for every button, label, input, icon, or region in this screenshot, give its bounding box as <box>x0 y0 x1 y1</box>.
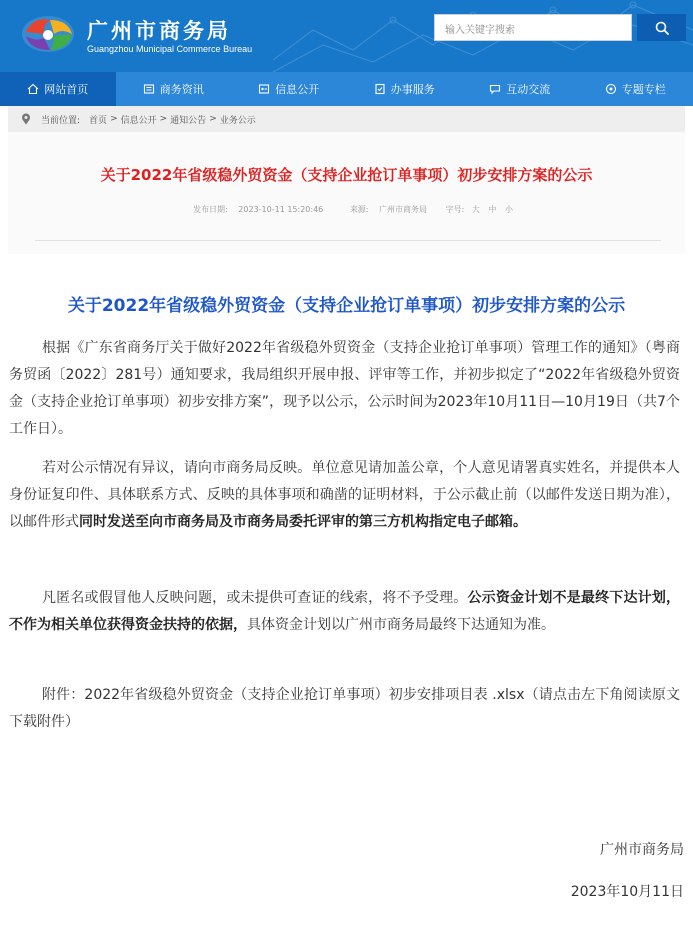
breadcrumb-notice[interactable]: 通知公告 <box>170 115 207 126</box>
date-label: 发布日期: <box>193 205 228 214</box>
home-icon <box>27 83 39 95</box>
main-nav <box>0 72 693 106</box>
nav-item-info[interactable] <box>231 72 347 106</box>
breadcrumb-separator: > <box>159 114 168 124</box>
paragraph-3-text: 凡匿名或假冒他人反映问题，或未提供可查证的线索，将不予受理。 <box>42 590 468 606</box>
body-subtitle: 关于2022年省级稳外贸资金（支持企业抢订单事项）初步安排方案的公示 <box>67 296 626 316</box>
divider <box>35 240 661 241</box>
nav-label: 信息公开 <box>275 83 320 96</box>
article-meta <box>8 204 685 215</box>
paragraph-2-bold: 同时发送至向市商务局及市商务局委托评审的第三方机构指定电子邮箱。 <box>79 514 527 530</box>
font-size-large-button[interactable]: 大 <box>471 205 480 214</box>
paragraph-2-text: 若对公示情况有异议，请向市商务局反映。单位意见请加盖公章，个人意见请署真实姓名，并提供本人身份证复印件、具体联系方式、反映的具体事项和确凿的证明材料，于公示截止前（以邮件发送日期为准），以邮件形式 <box>9 460 680 530</box>
service-icon <box>374 83 386 95</box>
source-value: 广州市商务局 <box>379 205 428 214</box>
paragraph-2 <box>9 455 680 536</box>
breadcrumb-business[interactable]: 业务公示 <box>219 115 256 126</box>
nav-item-home[interactable] <box>0 72 116 106</box>
breadcrumb-home[interactable]: 首页 <box>89 115 108 126</box>
nav-label: 办事服务 <box>390 83 435 96</box>
site-header <box>0 0 693 72</box>
signature: 广州市商务局 <box>600 842 684 858</box>
breadcrumb-prefix: 当前位置: <box>41 115 81 126</box>
nav-item-topic[interactable] <box>578 72 693 106</box>
breadcrumb <box>8 106 685 132</box>
nav-item-news[interactable] <box>116 72 232 106</box>
font-size-label: 字号: <box>445 205 465 214</box>
nav-label: 互动交流 <box>506 83 551 96</box>
news-icon <box>143 83 155 95</box>
paragraph-3-bold: 公示资金计划不是最终下达计划，不作为相关单位获得资金扶持的依据， <box>9 590 680 633</box>
nav-item-service[interactable] <box>347 72 463 106</box>
article-header <box>8 132 685 254</box>
paragraph-3-tail: 具体资金计划以广州市商务局最终下达通知为准。 <box>247 617 555 633</box>
site-name: 广州市商务局 <box>87 19 231 43</box>
attachment-paragraph[interactable]: 附件：2022年省级稳外贸资金（支持企业抢订单事项）初步安排项目表 .xlsx（请点击左下角阅读原文下载附件） <box>9 687 680 730</box>
nav-label: 专题专栏 <box>621 83 666 96</box>
source-label: 来源: <box>349 205 369 214</box>
sign-date: 2023年10月11日 <box>570 884 684 900</box>
font-size-small-button[interactable]: 小 <box>504 205 513 214</box>
breadcrumb-separator: > <box>209 114 217 124</box>
chat-icon <box>489 83 501 95</box>
article-title: 关于2022年省级稳外贸资金（支持企业抢订单事项）初步安排方案的公示 <box>100 166 593 184</box>
topic-icon <box>605 83 617 95</box>
search-button[interactable] <box>637 14 686 41</box>
search-icon <box>655 21 669 35</box>
location-pin-icon <box>21 113 31 125</box>
font-size-medium-button[interactable]: 中 <box>488 205 497 214</box>
publish-date: 2023-10-11 15:20:46 <box>238 205 324 214</box>
search-input[interactable]: 输入关键字搜索 <box>434 14 632 41</box>
nav-label: 商务资讯 <box>159 83 204 96</box>
paragraph-3 <box>9 585 680 639</box>
paragraph-1: 根据《广东省商务厅关于做好2022年省级稳外贸资金（支持企业抢订单事项）管理工作的通知》（粤商务贸函〔2022〕281号）通知要求，我局组织开展申报、评审等工作，并初步拟定了“2022年省级稳外贸资金（支持企业抢订单事项）初步安排方案”，现予以公示，公示时间为2023年10月11日—10月19日（共7个工作日）。 <box>9 340 680 437</box>
bureau-logo-icon[interactable] <box>20 12 76 56</box>
site-name-en: Guangzhou Municipal Commerce Bureau <box>87 44 253 54</box>
breadcrumb-separator: > <box>110 114 118 124</box>
nav-item-chat[interactable] <box>462 72 578 106</box>
info-icon <box>258 83 270 95</box>
nav-label: 网站首页 <box>44 83 89 96</box>
breadcrumb-info[interactable]: 信息公开 <box>120 115 157 126</box>
